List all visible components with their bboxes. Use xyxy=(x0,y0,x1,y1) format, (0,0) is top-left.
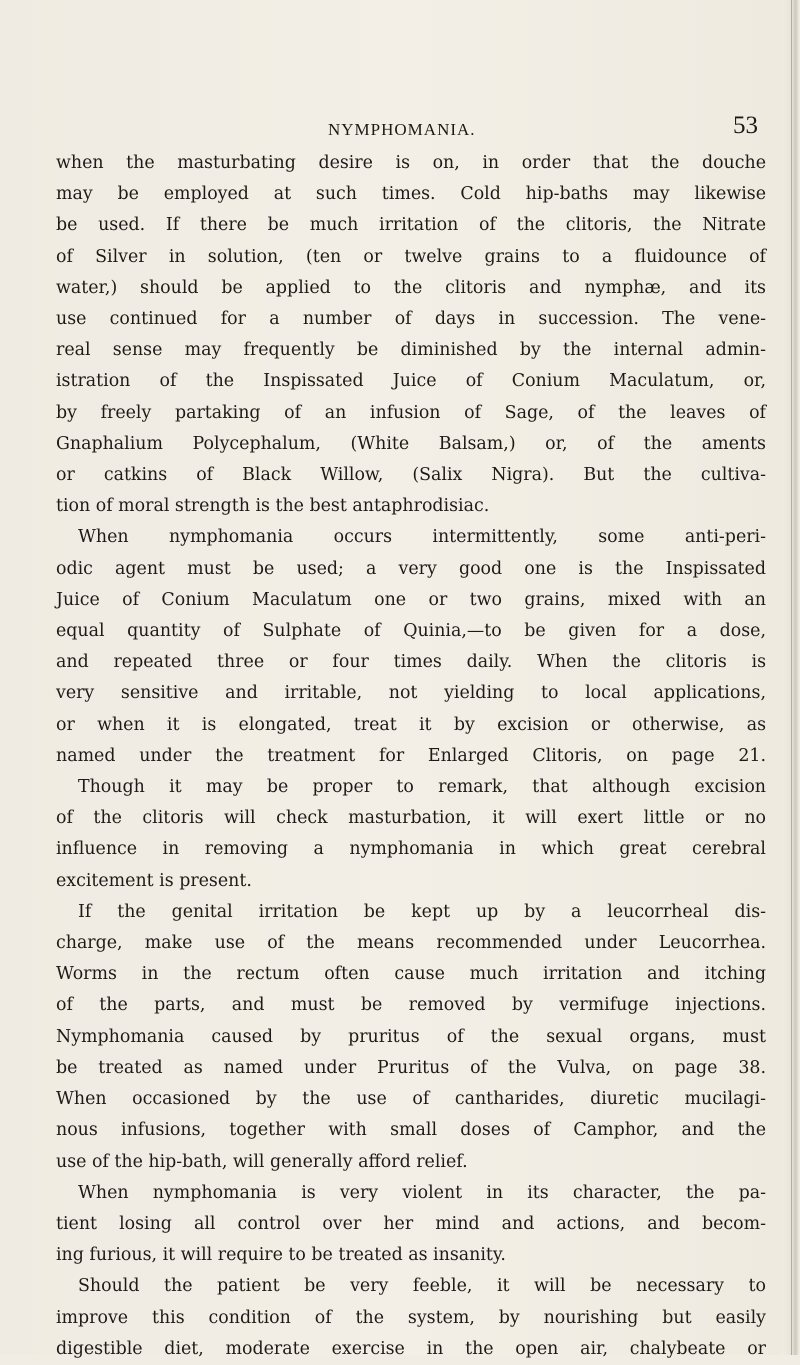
text-line: use of the hip-bath, will generally afford relief. xyxy=(56,1151,468,1172)
text-line: improve this condition of the system, by nourishing but easily xyxy=(56,1307,766,1328)
text-line: Nymphomania caused by pruritus of the sexual organs, must xyxy=(56,1026,766,1047)
text-line: when the masturbating desire is on, in order that the douche xyxy=(56,153,766,173)
text-line: excitement is present. xyxy=(56,870,252,891)
text-line: by freely partaking of an infusion of Sage, of the leaves of xyxy=(56,402,766,423)
text-line: charge, make use of the means recommended under Leucorrhea. xyxy=(56,933,766,954)
text-line: water,) should be applied to the clitoris and nymphæ, and its xyxy=(56,277,766,298)
text-line: When occasioned by the use of cantharides, diuretic mucilagi- xyxy=(56,1089,766,1110)
text-line: tion of moral strength is the best antaphrodisiac. xyxy=(56,496,490,517)
text-line: be treated as named under Pruritus of the Vulva, on page 38. xyxy=(56,1057,766,1078)
text-line: and repeated three or four times daily. When the clitoris is xyxy=(56,652,766,673)
text-line: nous infusions, together with small doses of Camphor, and the xyxy=(56,1120,766,1141)
text-line: When nymphomania is very violent in its character, the pa- xyxy=(78,1182,766,1203)
text-line: istration of the Inspissated Juice of Conium Maculatum, or, xyxy=(56,371,766,392)
text-line: If the genital irritation be kept up by a leucorrheal dis- xyxy=(78,901,766,922)
text-line: tient losing all control over her mind and actions, and becom- xyxy=(56,1213,766,1234)
text-line: or when it is elongated, treat it by excision or otherwise, as xyxy=(56,714,766,735)
text-line: use continued for a number of days in succession. The vene- xyxy=(56,309,766,330)
text-line: of the clitoris will check masturbation, it will exert little or no xyxy=(56,808,766,829)
running-head: NYMPHOMANIA. xyxy=(328,120,476,139)
text-line: Though it may be proper to remark, that although excision xyxy=(78,777,766,798)
text-line: very sensitive and irritable, not yielding to local applications, xyxy=(56,683,766,704)
text-line: of the parts, and must be removed by vermifuge injections. xyxy=(56,995,766,1016)
page-number: 53 xyxy=(733,112,758,139)
text-line: Should the patient be very feeble, it will be necessary to xyxy=(78,1276,766,1297)
text-line: real sense may frequently be diminished by the internal admin- xyxy=(56,340,766,361)
text-line: ing furious, it will require to be treated as insanity. xyxy=(56,1245,506,1266)
text-line: Gnaphalium Polycephalum, (White Balsam,) or, of the aments xyxy=(56,433,766,454)
text-line: When nymphomania occurs intermittently, some anti-peri- xyxy=(78,527,766,548)
body-text xyxy=(56,148,766,1365)
text-line: may be employed at such times. Cold hip-baths may likewise xyxy=(56,184,766,205)
text-line: be used. If there be much irritation of the clitoris, the Nitrate xyxy=(56,215,766,236)
text-line: named under the treatment for Enlarged Clitoris, on page 21. xyxy=(56,745,766,766)
text-line: odic agent must be used; a very good one is the Inspissated xyxy=(56,558,766,579)
text-line: or catkins of Black Willow, (Salix Nigra). But the cultiva- xyxy=(56,465,766,486)
text-line: equal quantity of Sulphate of Quinia,—to be given for a dose, xyxy=(56,621,766,642)
text-line: of Silver in solution, (ten or twelve grains to a fluidounce of xyxy=(56,246,766,267)
text-line: Juice of Conium Maculatum one or two grains, mixed with an xyxy=(56,589,766,610)
text-line: Worms in the rectum often cause much irritation and itching xyxy=(56,964,766,985)
page-edge-line xyxy=(791,0,792,1355)
text-line: digestible diet, moderate exercise in the open air, chalybeate or xyxy=(56,1338,766,1359)
text-line: influence in removing a nymphomania in which great cerebral xyxy=(56,839,766,860)
